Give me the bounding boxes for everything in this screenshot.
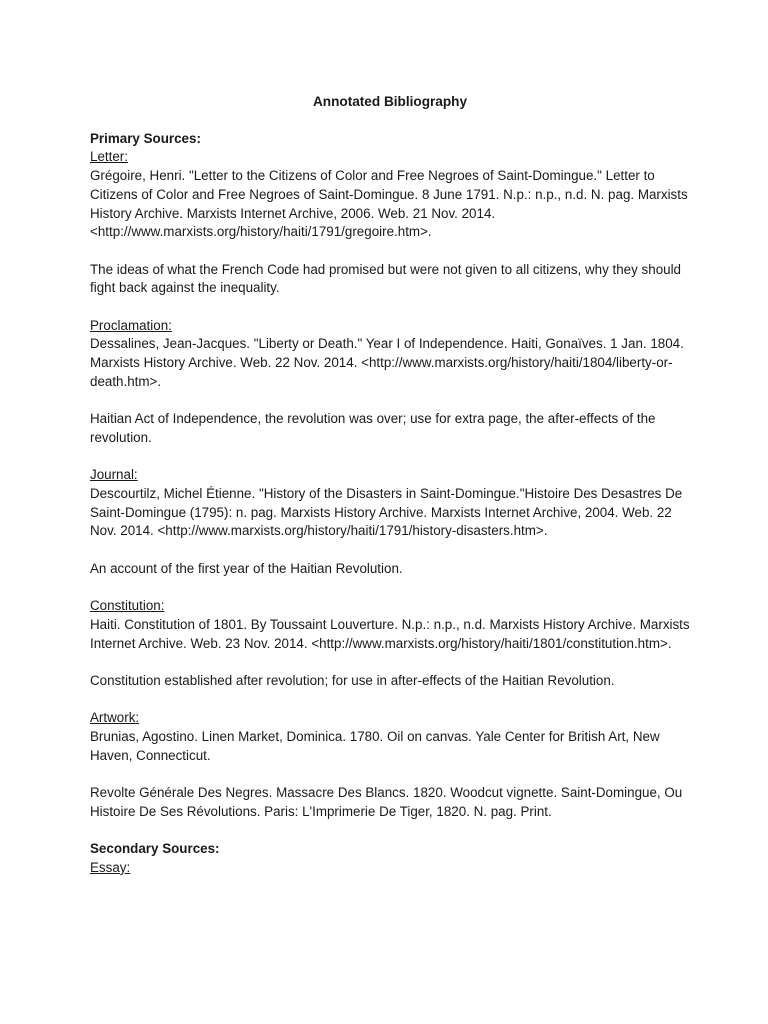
entry-citation: Haiti. Constitution of 1801. By Toussaint Louverture. N.p.: n.p., n.d. Marxists History Archive. Marxists Internet Archive. Web. 23 Nov. 2014. <http://www.marxists.org/history/haiti/1801/constitution.htm>.: [90, 616, 690, 651]
entry-citation: Brunias, Agostino. Linen Market, Dominica. 1780. Oil on canvas. Yale Center for British Art, New Haven, Connecticut.: [90, 729, 660, 763]
entry-category-constitution: Constitution:: [90, 598, 165, 614]
entry-category-journal: Journal:: [90, 467, 138, 483]
entry-category-artwork: Artwork:: [90, 710, 140, 726]
entry-annotation: An account of the first year of the Haitian Revolution.: [90, 560, 403, 576]
entry-citation-second: Revolte Générale Des Negres. Massacre Des Blancs. 1820. Woodcut vignette. Saint-Domingue, Ou Histoire De Ses Révolutions. Paris: L'Imprimerie De Tiger, 1820. N. pag. Print.: [90, 785, 683, 819]
secondary-sources-heading: Secondary Sources:: [90, 841, 220, 857]
entry-annotation: Haitian Act of Independence, the revolution was over; use for extra page, the after-effects of the revolution.: [90, 411, 656, 445]
entry-category-letter: Letter:: [90, 149, 128, 165]
entry-citation: Dessalines, Jean-Jacques. "Liberty or Death." Year I of Independence. Haiti, Gonaïves. 1 Jan. 1804. Marxists History Archive. Web. 22 Nov. 2014. <http://www.marxists.org/history/haiti/1804/liberty-or-death.htm>.: [90, 336, 684, 389]
entry-citation: Grégoire, Henri. "Letter to the Citizens of Color and Free Negroes of Saint-Domingue." Letter to Citizens of Color and Free Negroes of Saint-Domingue. 8 June 1791. N.p.: n.p., n.d. N. pag. Marxists History Archive. Marxists Internet Archive, 2006. Web. 21 Nov. 2014. <http://www.marxists.org/history/haiti/1791/gregoire.htm>.: [90, 168, 688, 240]
entry-annotation: The ideas of what the French Code had promised but were not given to all citizens, why they should fight back against the inequality.: [90, 261, 682, 296]
entry-category-proclamation: Proclamation:: [90, 317, 172, 333]
entry-category-essay: Essay:: [90, 859, 131, 875]
document-title: Annotated Bibliography: [312, 94, 468, 109]
document-page: [90, 93, 690, 878]
entry-citation: Descourtilz, Michel Étienne. "History of the Disasters in Saint-Domingue."Histoire Des Desastres De Saint-Domingue (1795): n. pag. Marxists History Archive. Marxists Internet Archive, 2004. Web. 22 Nov. 2014. <http://www.marxists.org/history/haiti/1791/history-disasters.htm>.: [90, 486, 683, 539]
entry-annotation: Constitution established after revolution; for use in after-effects of the Haitian Revolution.: [90, 672, 615, 688]
primary-sources-heading: Primary Sources:: [90, 130, 201, 146]
